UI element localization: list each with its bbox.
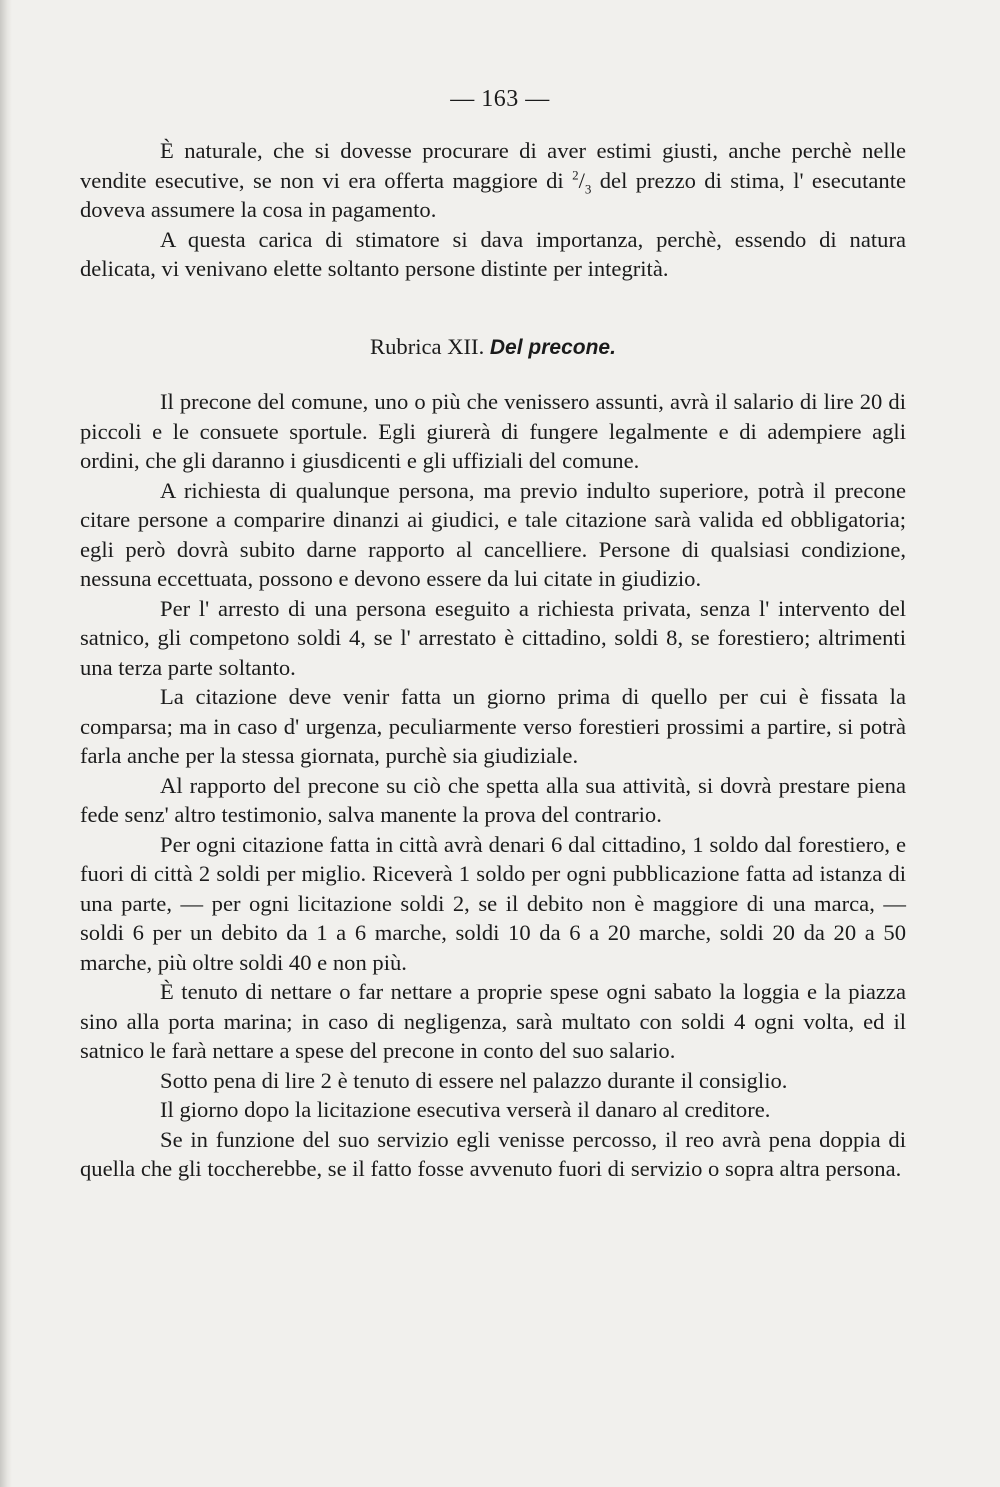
fraction-denominator: 3: [584, 181, 592, 197]
paragraph-estimi-part-1: È naturale, che si dovesse procurare di aver estimi giusti, anche perchè nelle vendite esecutive, se non vi era offerta maggiore di: [80, 138, 906, 193]
section-heading-label: Rubrica XII.: [370, 333, 485, 359]
paragraph: È tenuto di nettare o far nettare a proprie spese ogni sabato la loggia e la piazza sino alla porta marina; in caso di negligenza, sarà multato con soldi 4 ogni volta, ed il satnico le farà nettare a spese del precone in conto del suo salario.: [80, 979, 906, 1063]
paragraph-estimi-part-2: del prezzo di stima, l' esecutante doveva assumere la cosa in pagamento.: [80, 167, 906, 222]
body-text: [80, 136, 906, 1184]
paragraph: Per l' arresto di una persona eseguito a richiesta privata, senza l' intervento del satnico, gli competono soldi 4, se l' arrestato è cittadino, soldi 8, se forestiero; altrimenti una terza parte soltanto.: [80, 595, 906, 680]
paragraph-stimatore: A questa carica di stimatore si dava importanza, perchè, essendo di natura delicata, vi venivano elette soltanto persone distinte per integrità.: [80, 226, 906, 281]
fraction-numerator: 2: [572, 166, 579, 182]
section-heading: [80, 332, 906, 363]
paragraph: A richiesta di qualunque persona, ma previo indulto superiore, potrà il precone citare persone a comparire dinanzi ai giudici, e tale citazione sarà valida ed obbligatoria; egli però dovrà subito darne rapporto al cancelliere. Persone di qualsiasi condizione, nessuna eccettuata, possono e devono essere da lui citate in giudizio.: [80, 477, 906, 591]
paragraph: Il precone del comune, uno o più che venissero assunti, avrà il salario di lire 20 di piccoli e le consuete sportule. Egli giurerà di fungere legalmente e di adempiere agli ordini, che gli daranno i giusdicenti e gli uffiziali del comune.: [80, 389, 906, 473]
paragraph: Il giorno dopo la licitazione esecutiva verserà il danaro al creditore.: [160, 1097, 771, 1122]
page-edge-shadow: [0, 0, 12, 1487]
paragraph: Sotto pena di lire 2 è tenuto di essere nel palazzo durante il consiglio.: [160, 1067, 788, 1093]
paragraph: Al rapporto del precone su ciò che spetta alla sua attività, si dovrà prestare piena fede senz' altro testimonio, salva manente la prova del contrario.: [80, 772, 906, 827]
section-heading-title: Del precone.: [489, 335, 616, 359]
paragraph: Se in funzione del suo servizio egli venisse percosso, il reo avrà pena doppia di quella che gli toccherebbe, se il fatto fosse avvenuto fuori di servizio o sopra altra persona.: [80, 1126, 906, 1181]
paragraph-estimi: [80, 136, 906, 225]
paragraph: La citazione deve venir fatta un giorno prima di quello per cui è fissata la comparsa; ma in caso d' urgenza, peculiarmente verso forestieri prossimi a partire, si potrà farla anche per la stessa giornata, purchè sia giudiziale.: [80, 684, 906, 768]
page-number: — 163 —: [450, 86, 550, 112]
fraction-two-thirds: $^2/_3$: [572, 166, 592, 197]
paragraph: Per ogni citazione fatta in città avrà denari 6 dal cittadino, 1 soldo dal forestiero, e fuori di città 2 soldi per miglio. Riceverà 1 soldo per ogni pubblicazione fatta ad istanza di una parte, — per ogni licitazione soldi 2, se il debito non è maggiore di una marca, — soldi 6 per un debito da 1 a 6 marche, soldi 10 da 6 a 20 marche, soldi 20 da 20 a 50 marche, più oltre soldi 40 e non più.: [80, 831, 906, 975]
